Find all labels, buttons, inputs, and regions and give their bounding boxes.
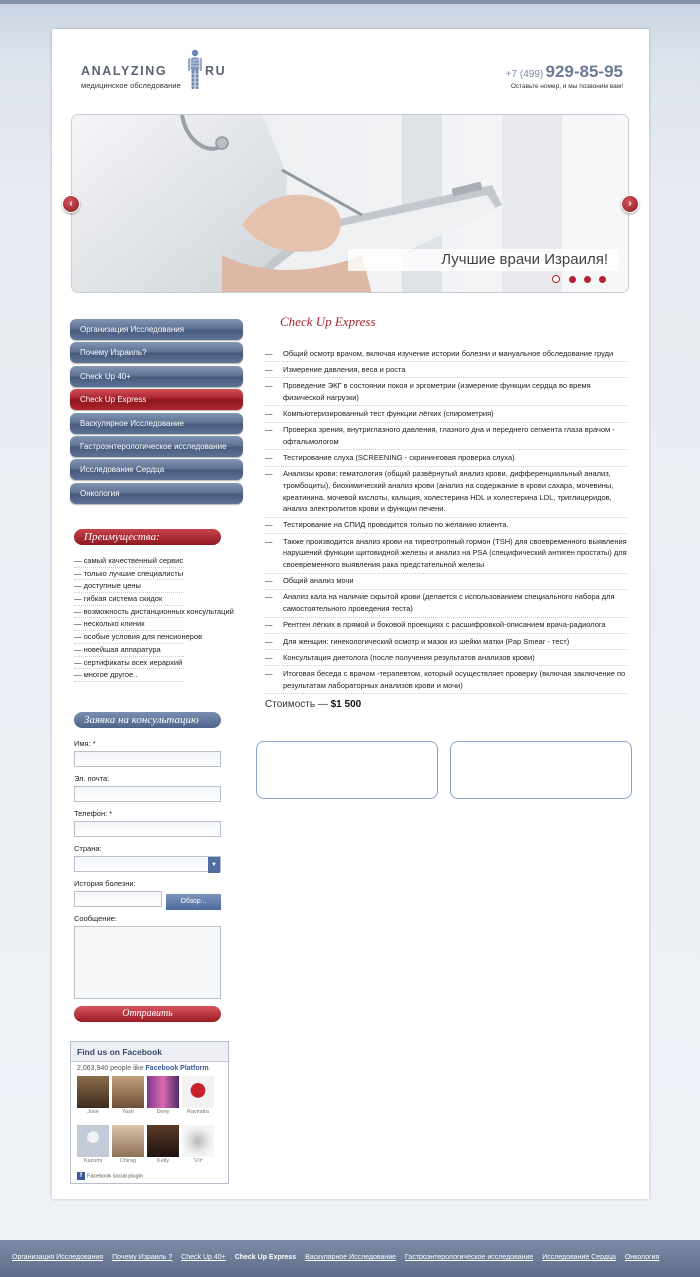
country-label: Страна: — [74, 844, 102, 853]
footer-link-checkup-express: Check Up Express — [234, 1254, 297, 1261]
avatar — [182, 1076, 214, 1108]
list-item: — Анализ кала на наличие скрытой крови (делается с использованием специального набора для самостоятельного проведения теста) — [265, 590, 628, 618]
slider-caption: Лучшие врачи Израиля! — [348, 249, 618, 271]
email-input[interactable] — [74, 786, 221, 802]
facebook-person[interactable]: Dony — [147, 1076, 179, 1115]
avatar — [77, 1076, 109, 1108]
menu-item-gastro[interactable]: Гастроэнтерологическое исследование — [70, 436, 243, 457]
list-item: — Консультация диетолога (после получения результатов анализов крови) — [265, 650, 628, 666]
logo-name: ANALYZING — [81, 64, 168, 78]
list-item: — Компьютеризированный тест функции лёгких (спирометрия) — [265, 406, 628, 422]
advantages-title: Преимущества: — [74, 529, 221, 545]
footer-link-oncology[interactable]: Онкология — [624, 1254, 660, 1261]
slider-prev-button[interactable] — [62, 195, 80, 213]
list-item: — Общий анализ мочи — [265, 574, 628, 590]
phone-input[interactable] — [74, 821, 221, 837]
footer-link-heart[interactable]: Исследование Сердца — [542, 1254, 616, 1261]
list-item: — новейшая аппаратура — [74, 644, 184, 657]
sidebar-menu — [70, 319, 243, 506]
facebook-plugin-note[interactable]: f Facebook social plugin — [77, 1172, 143, 1180]
facebook-person[interactable]: Jose — [77, 1076, 109, 1115]
list-item: — многое другое.. — [74, 669, 184, 682]
menu-item-organization[interactable]: Организация Исследования — [70, 319, 243, 340]
logo-ru: RU — [205, 64, 227, 78]
list-item: — Проверка зрения, внутриглазного давления, глазного дна и переднего сегмента глаза врачом - офтальмологом — [265, 423, 628, 451]
list-item: — доступные цены — [74, 580, 184, 593]
country-select[interactable] — [74, 856, 221, 872]
slider-dot-2[interactable] — [569, 276, 576, 283]
chevron-right-icon: › — [628, 198, 632, 209]
hero-slider — [71, 114, 632, 293]
slider-dot-4[interactable] — [599, 276, 606, 283]
list-item: — особые условия для пенсионеров — [74, 631, 184, 644]
price — [265, 699, 361, 710]
list-item: — самый качественный сервис — [74, 555, 184, 568]
facebook-icon: f — [77, 1172, 85, 1180]
menu-item-why-israel[interactable]: Почему Израиль? — [70, 342, 243, 363]
slider-dot-1[interactable] — [552, 275, 560, 283]
advantages-list — [74, 555, 234, 682]
name-label: Имя: * — [74, 739, 96, 748]
footer-nav — [12, 1254, 666, 1261]
list-item: — Анализы крови: гематология (общий развёрнутый анализ крови, дифференциальный анализ, тромбоцитьі), биохимический анализ крови (анализ на содержание в крови сахара, мочевины, креатинина, мочевой кислоты, кальция, холестерина HDL и холестерина LDL, триглицеридов, анализ электролитов крови и функции печени. — [265, 467, 628, 518]
facebook-person[interactable]: Chirag — [112, 1125, 144, 1164]
price-label: Стоимость — — [265, 699, 328, 710]
facebook-person[interactable]: יזהר — [182, 1125, 214, 1164]
content-box-left — [256, 741, 438, 799]
slider-next-button[interactable] — [621, 195, 639, 213]
avatar — [112, 1125, 144, 1157]
message-label: Сообщение: — [74, 914, 117, 923]
list-item: — Тестирование на СПИД проводится только по желанию клиента. — [265, 518, 628, 534]
avatar — [182, 1125, 214, 1157]
services-list — [265, 346, 628, 694]
name-input[interactable] — [74, 751, 221, 767]
facebook-person[interactable]: Kazumi — [77, 1125, 109, 1164]
avatar — [147, 1125, 179, 1157]
phone-note: Оставьте номер, и мы позвоним вам! — [510, 83, 623, 90]
facebook-person[interactable]: Kelly — [147, 1125, 179, 1164]
avatar — [77, 1125, 109, 1157]
avatar — [147, 1076, 179, 1108]
avatar — [112, 1076, 144, 1108]
list-item: — Тестирование слуха (SCREENING - скрининговая проверка слуха) — [265, 450, 628, 466]
submit-button[interactable]: Отправить — [74, 1006, 221, 1022]
slider-pagination — [546, 275, 606, 285]
phone-block — [506, 62, 623, 82]
list-item: — гибкая система скидок — [74, 593, 184, 606]
message-textarea[interactable] — [74, 926, 221, 999]
footer-link-checkup-40[interactable]: Check Up 40+ — [181, 1254, 226, 1261]
list-item: — Также производится анализ крови на тиреотропный гормон (TSH) для своевременного выявления нарушений функции щитовидной железы и анализ на PSA (специфический антиген простаты) для своевременного выявления рака предстательной железы — [265, 534, 628, 574]
browse-button[interactable]: Обзор... — [166, 894, 221, 910]
menu-item-checkup-express[interactable]: Check Up Express — [70, 389, 243, 410]
list-item: — только лучшие специалисты — [74, 568, 184, 581]
menu-item-checkup-40[interactable]: Check Up 40+ — [70, 366, 243, 387]
phone-number: 929-85-95 — [545, 62, 623, 81]
facebook-person[interactable]: Ravindra — [182, 1076, 214, 1115]
price-value: $1 500 — [330, 699, 362, 710]
footer-link-gastro[interactable]: Гастроэнтерологическое исследование — [405, 1254, 534, 1261]
site-logo[interactable] — [81, 49, 241, 91]
logo-subtitle: медицинское обследование — [81, 81, 181, 90]
top-bar — [0, 0, 700, 4]
page-container — [52, 29, 649, 1199]
list-item: — Рентген лёгких в прямой и боковой проекциях с расшифровкой-описанием врача-радиолога — [265, 618, 628, 634]
page-title: Check Up Express — [280, 314, 376, 329]
slider-dot-3[interactable] — [584, 276, 591, 283]
list-item: — Проведение ЭКГ в состоянии покоя и эргометрии (измерение функции сердца во время физической нагрузки) — [265, 378, 628, 406]
list-item: — несколько клиник — [74, 618, 184, 631]
phone-prefix: +7 (499) — [505, 69, 544, 80]
content-box-right — [450, 741, 632, 799]
footer — [0, 1240, 700, 1277]
list-item: — Для женщин: гинекологический осмотр и мазок из шейки матки (Pap Smear - тест) — [265, 634, 628, 650]
list-item: — возможность дистанционных консультаций — [74, 606, 184, 619]
footer-link-vascular[interactable]: Васкулярное Исследование — [305, 1254, 397, 1261]
facebook-title[interactable]: Find us on Facebook — [71, 1042, 228, 1062]
facebook-like-count: 2,063,940 people like Facebook Platform. — [77, 1065, 211, 1072]
list-item: — Итоговая беседа с врачом -терапевтом, который осуществляет проверку (включая заключение по результатам лабораторных анализов крови и мочи) — [265, 666, 628, 694]
list-item: — Общий осмотр врачом, включая изучение истории болезни и мануальное обследование груди — [265, 346, 628, 362]
consultation-form-title: Заявка на консультацию — [74, 712, 221, 728]
menu-item-vascular[interactable]: Васкулярное Исследование — [70, 413, 243, 434]
list-item: — сертификаты всех иерархий — [74, 657, 184, 670]
list-item: — Измерение давления, веса и роста — [265, 362, 628, 378]
menu-item-oncology[interactable]: Онкология — [70, 483, 243, 504]
footer-link-organization[interactable]: Организация Исследования — [12, 1254, 104, 1261]
phone-label: Телефон: * — [74, 809, 113, 818]
email-label: Эл. почта: — [74, 774, 110, 783]
facebook-widget — [70, 1041, 229, 1184]
human-figure-icon — [187, 49, 203, 91]
facebook-person[interactable]: Yash — [112, 1076, 144, 1115]
chevron-left-icon: ‹ — [69, 198, 73, 209]
chevron-down-icon: ▼ — [208, 857, 220, 873]
footer-link-why-israel[interactable]: Почему Израиль ? — [112, 1254, 173, 1261]
history-file-input[interactable] — [74, 891, 162, 907]
history-label: История болезни: — [74, 879, 136, 888]
menu-item-heart[interactable]: Исследование Сердца — [70, 459, 243, 480]
